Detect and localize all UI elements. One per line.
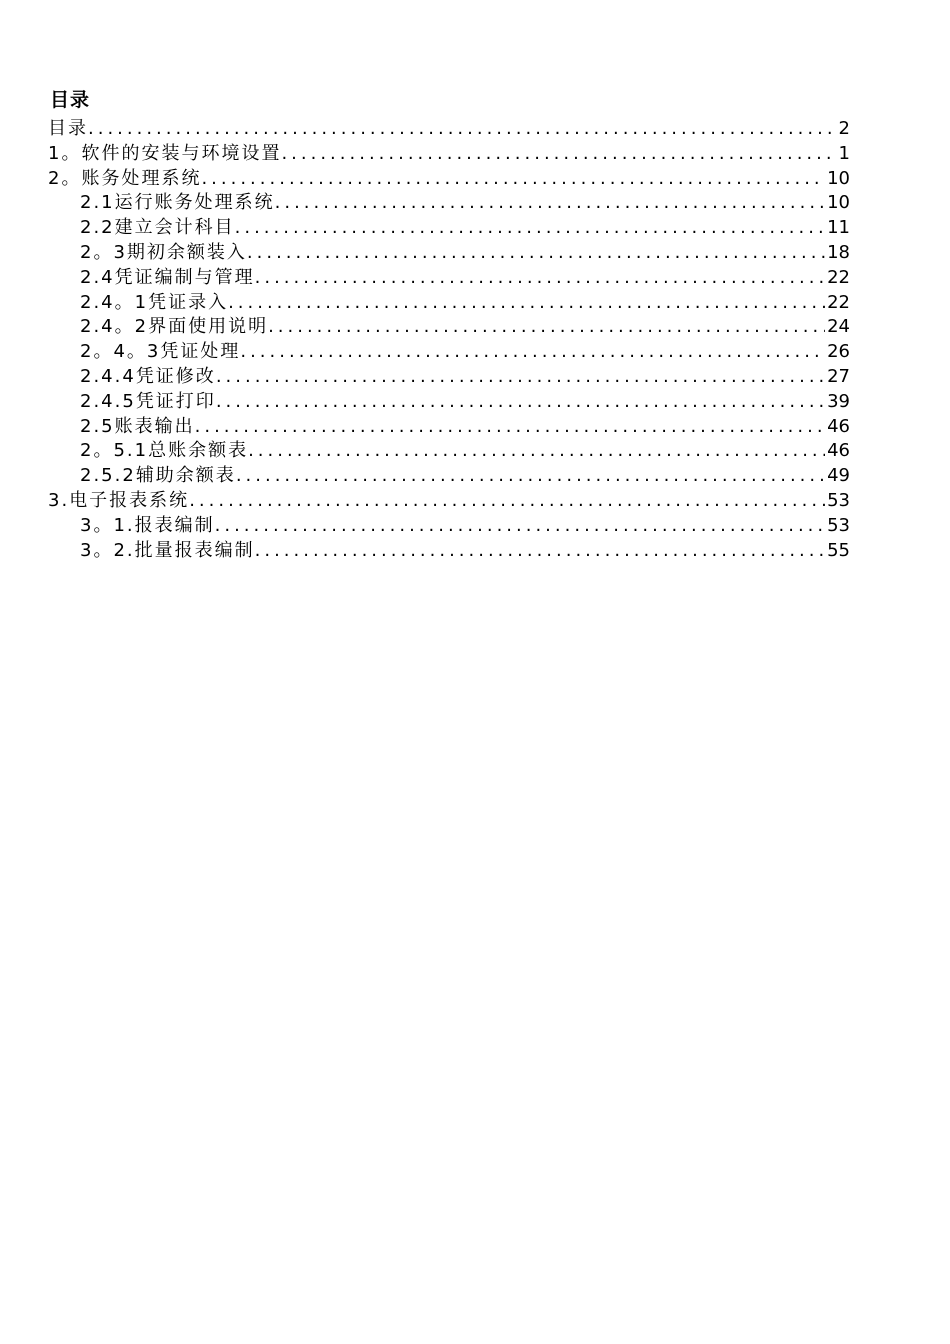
toc-entry[interactable] (48, 539, 850, 564)
toc-entry[interactable] (48, 241, 850, 266)
toc-entry-title: 账务处理系统 (81, 167, 202, 189)
toc-entry[interactable] (48, 514, 850, 539)
toc-entry-number: 2.5.2 (80, 465, 136, 487)
toc-entry-page: 49 (827, 465, 850, 487)
toc-entry[interactable] (48, 142, 850, 167)
toc-dot-leader (247, 241, 825, 266)
toc-entry-page: 22 (827, 291, 850, 313)
toc-dot-leader (228, 291, 825, 316)
toc-dot-leader (281, 142, 836, 167)
toc-entry-page: 10 (827, 192, 850, 214)
toc-dot-leader (189, 489, 825, 514)
toc-entry[interactable] (48, 167, 850, 192)
toc-entry-number: 2.5 (80, 415, 115, 437)
toc-entry-number: 2。4。3 (80, 341, 161, 363)
toc-entry-page: 55 (827, 539, 850, 561)
toc-entry[interactable] (48, 489, 850, 514)
toc-entry-title: 总账余额表 (148, 440, 249, 462)
toc-entry-title: 建立会计科目 (114, 217, 235, 239)
toc-entry-number: 2。3 (80, 241, 127, 263)
toc-entry[interactable] (48, 117, 850, 142)
toc-entry[interactable] (48, 315, 850, 340)
toc-dot-leader (216, 390, 825, 415)
toc-entry-page: 39 (827, 390, 850, 412)
toc-dot-leader (215, 514, 825, 539)
toc-entry-title: 电子报表系统 (69, 489, 190, 511)
toc-dot-leader (235, 216, 825, 241)
toc-entry-number: 3。1. (80, 514, 135, 536)
toc-entry-page: 1 (838, 142, 850, 164)
toc-entry-title: 软件的安装与环境设置 (81, 142, 282, 164)
toc-entry-number: 2.4.4 (80, 365, 136, 387)
toc-entry-title: 凭证处理 (160, 341, 241, 363)
toc-entry[interactable] (48, 464, 850, 489)
table-of-contents (48, 117, 850, 563)
toc-entry-title: 界面使用说明 (148, 316, 269, 338)
toc-entry-title: 辅助余额表 (135, 465, 236, 487)
toc-entry[interactable] (48, 216, 850, 241)
toc-entry-title: 凭证编制与管理 (114, 266, 255, 288)
toc-entry-title: 凭证打印 (135, 390, 216, 412)
toc-entry-number: 2.2 (80, 217, 115, 239)
toc-dot-leader (268, 315, 825, 340)
toc-entry[interactable] (48, 291, 850, 316)
toc-entry-number: 2.4 (80, 266, 115, 288)
toc-entry-title: 批量报表编制 (134, 539, 255, 561)
toc-entry-page: 2 (838, 118, 850, 139)
toc-entry-title: 凭证录入 (148, 291, 229, 313)
toc-entry-title: 运行账务处理系统 (114, 192, 275, 214)
toc-entry-page: 18 (827, 241, 850, 263)
toc-dot-leader (255, 539, 825, 564)
toc-entry-page: 46 (827, 415, 850, 437)
toc-dot-leader (236, 464, 825, 489)
toc-entry-page: 11 (827, 217, 850, 239)
toc-entry-title: 凭证修改 (135, 365, 216, 387)
toc-dot-leader (88, 117, 837, 142)
toc-entry-page: 22 (827, 266, 850, 288)
toc-dot-leader (275, 191, 825, 216)
toc-entry[interactable] (48, 266, 850, 291)
toc-entry-number: 2。 (48, 167, 82, 189)
toc-entry-page: 10 (827, 167, 850, 189)
toc-entry[interactable] (48, 439, 850, 464)
toc-entry-number: 2。5.1 (80, 440, 149, 462)
toc-entry-number: 3。2. (80, 539, 135, 561)
toc-entry-number: 1。 (48, 142, 82, 164)
toc-dot-leader (195, 415, 825, 440)
toc-entry-page: 46 (827, 440, 850, 462)
toc-entry[interactable] (48, 191, 850, 216)
toc-dot-leader (240, 340, 825, 365)
toc-dot-leader (216, 365, 825, 390)
toc-entry[interactable] (48, 390, 850, 415)
toc-entry-number: 2.4。1 (80, 291, 149, 313)
toc-entry[interactable] (48, 340, 850, 365)
toc-entry-title: 报表编制 (134, 514, 215, 536)
toc-entry-page: 53 (827, 514, 850, 536)
toc-entry-page: 53 (827, 489, 850, 511)
toc-entry-title: 目录 (48, 118, 88, 139)
toc-dot-leader (248, 439, 825, 464)
toc-entry-page: 27 (827, 365, 850, 387)
toc-entry-number: 2.4.5 (80, 390, 136, 412)
toc-entry[interactable] (48, 365, 850, 390)
toc-entry-number: 3. (48, 489, 70, 511)
toc-entry[interactable] (48, 415, 850, 440)
toc-entry-number: 2.4。2 (80, 316, 149, 338)
toc-entry-number: 2.1 (80, 192, 115, 214)
toc-entry-title: 期初余额装入 (126, 241, 247, 263)
toc-entry-page: 24 (827, 316, 850, 338)
toc-heading: 目录 (50, 89, 91, 111)
toc-dot-leader (255, 266, 825, 291)
toc-entry-title: 账表输出 (114, 415, 195, 437)
toc-entry-page: 26 (827, 341, 850, 363)
toc-dot-leader (201, 167, 825, 192)
